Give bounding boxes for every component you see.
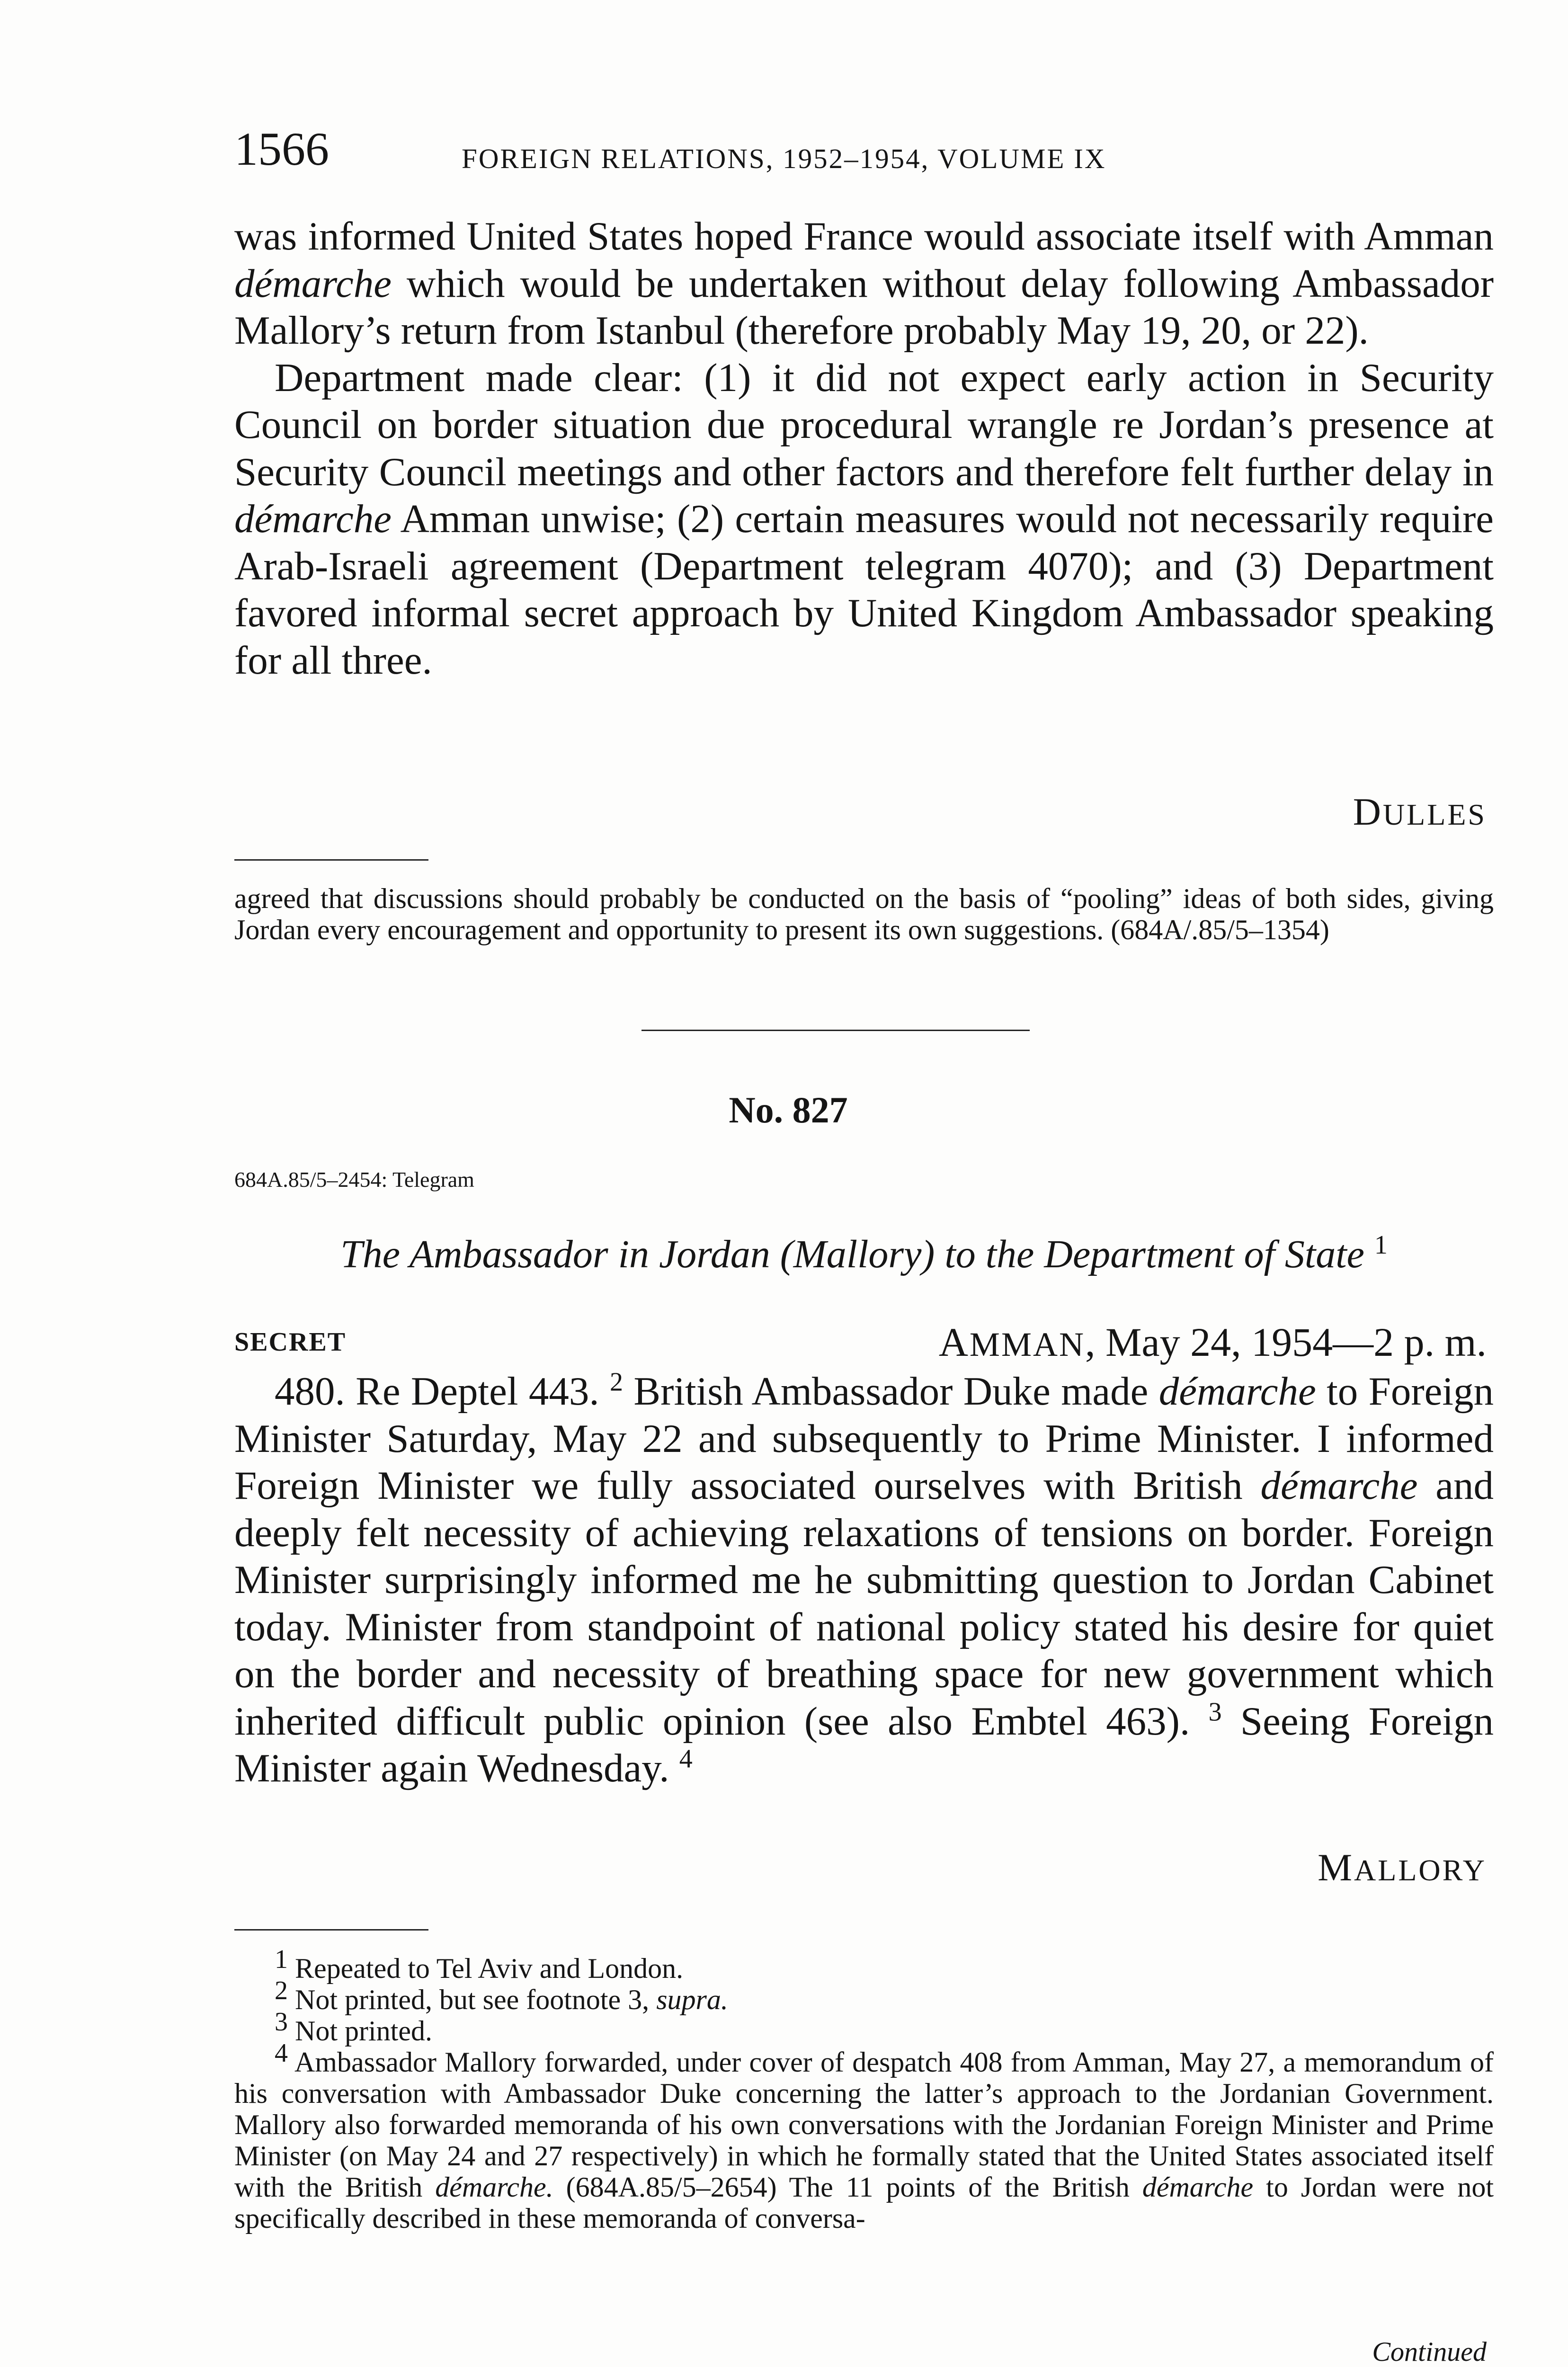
footnote-ref: 4 <box>275 2038 288 2068</box>
footnote: 2 Not printed, but see footnote 3, supra. <box>275 1976 728 2015</box>
dateline: AMMAN, May 24, 1954—2 p. m. <box>938 1319 1487 1365</box>
footnote-ref: 1 <box>1374 1230 1388 1260</box>
page-number: 1566 <box>234 123 329 175</box>
document-title: The Ambassador in Jordan (Mallory) to the Department of State $^1$ <box>340 1230 1388 1276</box>
footnote-ref: 3 <box>1208 1697 1222 1727</box>
footnote: 3 Not printed. <box>275 2007 432 2047</box>
prior-footnote-continuation: agreed that discussions should probably be conducted on the basis of “pooling” ideas of both sides, giving Jordan every encouragement and opportunity to present its own suggestions. (684A/.85/5–1354) <box>234 883 1494 945</box>
continuation-paragraph: was informed United States hoped France would associate itself with Amman démarche which would be undertaken without delay following Ambassador Mallory’s return from Istanbul (therefore probably May 19, 20, or 22). <box>234 214 1494 353</box>
signature-dulles: DULLES <box>1353 790 1487 833</box>
file-reference: 684A.85/5–2454: Telegram <box>234 1167 474 1192</box>
footnotes <box>234 1945 1494 2234</box>
italic-term: démarche <box>1158 1369 1316 1414</box>
continuation-text <box>234 213 1494 684</box>
classification: SECRET <box>234 1327 347 1357</box>
telegram-paragraph: 480. Re Deptel 443. $^2$ British Ambassador Duke made démarche to Foreign Minister Saturday, May 22 and subsequently to Prime Minister. I informed Foreign Minister we fully associated ourselves with British démarche and deeply felt necessity of achieving relaxations of tensions on border. Foreign Minister surprisingly informed me he submitting question to Jordan Cabinet today. Minister from standpoint of national policy stated his desire for quiet on the border and necessity of breathing space for new government which inherited difficult public opinion (see also Embtel 463). $^3$ Seeing Foreign Minister again Wednesday. $^4$ <box>234 1367 1494 1790</box>
continued-label: Continued <box>1372 2336 1487 2367</box>
footnote-ref: 2 <box>275 1976 288 2005</box>
footnote: 4 Ambassador Mallory forwarded, under cover of despatch 408 from Amman, May 27, a memorandum of his conversation with Ambassador Duke concerning the latter’s approach to the Jordanian Government. Mallory also forwarded memoranda of his own conversations with the Jordanian Foreign Minister and Prime Minister (on May 24 and 27 respectively) in which he formally stated that the United States associated itself with the British démarche. (684A.85/5–2654) The 11 points of the British démarche to Jordan were not specifically described in these memoranda of conversa- <box>234 2038 1494 2234</box>
footnote-ref: 4 <box>679 1744 693 1774</box>
italic-term: démarche. <box>435 2171 553 2203</box>
footnote: 1 Repeated to Tel Aviv and London. <box>275 1945 684 1984</box>
footnote-ref: 2 <box>610 1367 623 1397</box>
italic-term: supra. <box>656 1984 728 2015</box>
italic-term: démarche <box>1260 1463 1418 1508</box>
document-number: No. 827 <box>729 1089 848 1130</box>
italic-term: démarche <box>1142 2171 1254 2203</box>
italic-term: démarche <box>234 497 392 541</box>
footnote-ref: 1 <box>275 1945 288 1974</box>
footnote-divider <box>234 1929 428 1931</box>
telegram-body <box>234 1368 1494 1792</box>
document-separator <box>641 1030 1030 1031</box>
signature-mallory: MALLORY <box>1318 1846 1487 1889</box>
footnote-ref: 3 <box>275 2007 288 2037</box>
footnote-divider <box>234 859 428 861</box>
running-head: FOREIGN RELATIONS, 1952–1954, VOLUME IX <box>462 143 1106 174</box>
continuation-paragraph: Department made clear: (1) it did not expect early action in Security Council on border situation due procedural wrangle re Jordan’s presence at Security Council meetings and other factors and therefore felt further delay in démarche Amman unwise; (2) certain measures would not necessarily require Arab-Israeli agreement (Department telegram 4070); and (3) Department favored informal secret approach by United Kingdom Ambassador speaking for all three. <box>234 355 1494 683</box>
italic-term: démarche <box>234 261 392 306</box>
